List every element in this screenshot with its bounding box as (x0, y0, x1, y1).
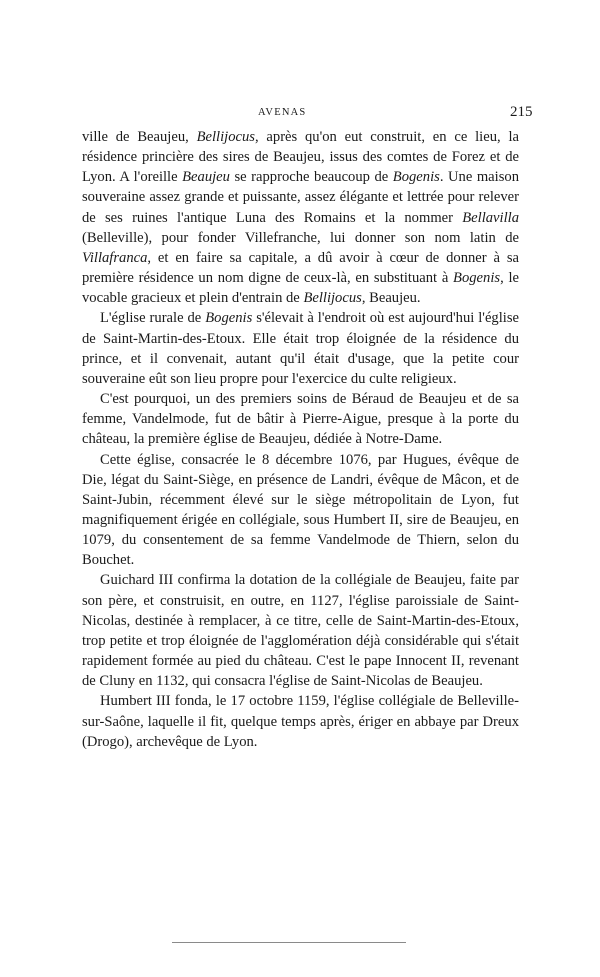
running-title: AVENAS (258, 107, 307, 118)
paragraph: L'église rurale de Bogenis s'élevait à l'endroit où est aujourd'hui l'église de Saint-Martin-des-Etoux. Elle était trop éloignée de la résidence du prince, et il convenait, autant qu'il était d'usage, que la petite cour souveraine eût son lieu propre pour l'exercice du culte religieux. (82, 310, 519, 387)
running-head (0, 104, 600, 124)
paragraph: Guichard III confirma la dotation de la collégiale de Beaujeu, faite par son père, et construisit, en outre, en 1127, l'église paroissiale de Saint-Nicolas, destinée à remplacer, à ce titre, celle de Saint-Martin-des-Etoux, trop petite et trop éloignée de l'agglomération déjà considérable qui s'était rapidement formée au pied du château. C'est le pape Innocent II, revenant de Cluny en 1132, qui consacra l'église de Saint-Nicolas de Beaujeu. (82, 572, 519, 690)
paragraph: C'est pourquoi, un des premiers soins de Béraud de Beaujeu et de sa femme, Vandelmode, fut de bâtir à Pierre-Aigue, presque à la porte du château, la première église de Beaujeu, dédiée à Notre-Dame. (82, 391, 519, 448)
body-text (82, 127, 519, 752)
paragraph: Cette église, consacrée le 8 décembre 1076, par Hugues, évêque de Die, légat du Saint-Siège, en présence de Landri, évêque de Mâcon, et de Saint-Jubin, récemment élevé sur le siège métropolitain de Lyon, fut magnifiquement érigée en collégiale, sous Humbert II, sire de Beaujeu, en 1079, du consentement de sa femme Vandelmode de Thiern, selon du Bouchet. (82, 451, 519, 569)
paragraph: ville de Beaujeu, Bellijocus, après qu'on eut construit, en ce lieu, la résidence princière des sires de Beaujeu, issus des comtes de Forez et de Lyon. A l'oreille Beaujeu se rapproche beaucoup de Bogenis. Une maison souveraine assez grande et puissante, assez élégante et lettrée pour relever de ses ruines l'antique Luna des Romains et la nommer Bellavilla (Belleville), pour fonder Villefranche, lui donner son nom latin de Villafranca, et en faire sa capitale, a dû avoir à cœur de donner à sa première résidence un nom digne de ceux-là, en substituant à Bogenis, le vocable gracieux et plein d'entrain de Bellijocus, Beaujeu. (82, 129, 519, 307)
bottom-rule (172, 942, 406, 943)
paragraph: Humbert III fonda, le 17 octobre 1159, l'église collégiale de Belleville-sur-Saône, laquelle il fit, quelque temps après, ériger en abbaye par Dreux (Drogo), archevêque de Lyon. (82, 693, 519, 750)
page-number: 215 (510, 104, 533, 120)
